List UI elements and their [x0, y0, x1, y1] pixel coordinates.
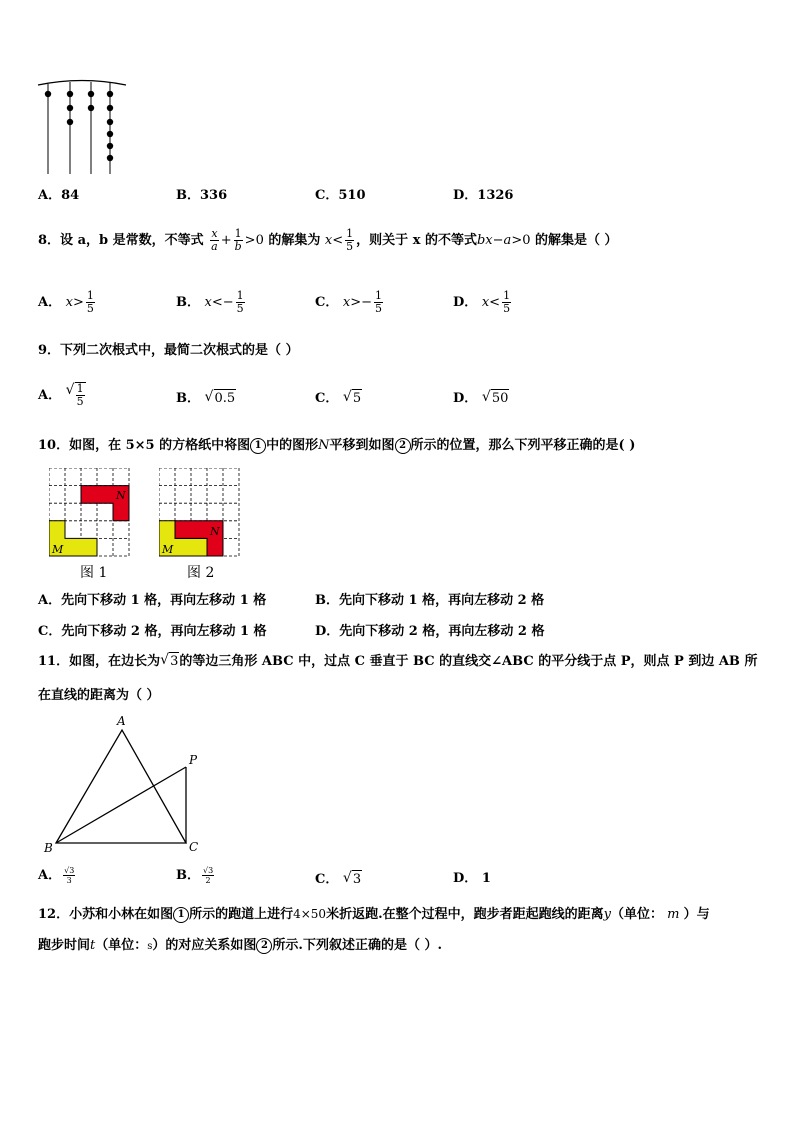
q7-option-c[interactable]: C．510 [315, 188, 366, 203]
q10-option-c[interactable]: C．先向下移动 2 格，再向左移动 1 格 [38, 624, 267, 639]
q12-stem-line1: 12．小苏和小林在如图 1 所示的跑道上进行4×50米折返跑.在整个过程中，跑步者距起跑线的距离y（单位： m ）与 [38, 907, 710, 922]
q9-stem: 9．下列二次根式中，最简二次根式的是（ ） [38, 343, 299, 358]
svg-text:A: A [117, 714, 126, 728]
q9-option-a[interactable]: A． √ $\frac{1}{5}$ [38, 382, 86, 408]
q11-stem-line1: 11．如图，在边长为√ 3的等边三角形 ABC 中，过点 C 垂直于 BC 的直线交∠ABC 的平分线于点 P，则点 P 到边 AB 所 [38, 652, 757, 671]
svg-text:C: C [189, 840, 199, 854]
q9-option-d[interactable]: D． √ 50 [453, 389, 509, 408]
q11-option-b[interactable]: B． $\frac{√3}{2}$ [176, 866, 214, 885]
q10-option-a[interactable]: A．先向下移动 1 格，再向左移动 1 格 [38, 593, 267, 608]
q8-option-c[interactable]: C． x>− $\frac{1}{5}$ [315, 289, 383, 315]
q7-option-b[interactable]: B．336 [176, 188, 228, 203]
q10-option-d[interactable]: D．先向下移动 2 格，再向左移动 2 格 [315, 624, 545, 639]
svg-text:N: N [210, 525, 220, 538]
q7-option-a[interactable]: A．84 [38, 188, 80, 203]
svg-text:M: M [52, 543, 64, 556]
svg-text:M: M [162, 543, 174, 556]
q12-stem-line2: 跑步时间t（单位：s）的对应关系如图 2 所示.下列叙述正确的是（ ）. [38, 938, 442, 953]
q11-stem-line2: 在直线的距离为（ ） [38, 688, 160, 703]
q9-option-c[interactable]: C． √ 5 [315, 389, 362, 408]
q7-option-d[interactable]: D．1326 [453, 188, 514, 203]
q11-option-d[interactable]: D． 1 [453, 871, 491, 886]
triangle-figure [40, 710, 210, 855]
abacus-figure [36, 78, 128, 178]
figure-2-label: 图 2 [187, 565, 215, 581]
q11-option-a[interactable]: A． $\frac{√3}{3}$ [38, 866, 75, 885]
svg-text:B: B [44, 841, 53, 855]
svg-text:N: N [116, 489, 126, 502]
q8-option-a[interactable]: A． x> $\frac{1}{5}$ [38, 289, 94, 315]
figure-1-label: 图 1 [80, 565, 108, 581]
q11-option-c[interactable]: C． √ 3 [315, 870, 362, 889]
q10-stem: 10．如图，在 5×5 的方格纸中将图 1 中的图形N平移到如图 2 所示的位置，那么下列平移正确的是( ) [38, 438, 636, 453]
q8-option-d[interactable]: D． x< $\frac{1}{5}$ [453, 289, 511, 315]
svg-text:P: P [189, 753, 198, 767]
q9-option-b[interactable]: B． √ 0.5 [176, 389, 236, 408]
q8-stem: 8．设 a，b 是常数，不等式 $\frac{x}{a}$ + $\frac{1}{b}$ >0 的解集为 x< $\frac{1}{5}$ ，则关于 x 的不等式bx−a>0 的解集是（ ） [38, 227, 618, 253]
q8-option-b[interactable]: B． x<− $\frac{1}{5}$ [176, 289, 244, 315]
grid-figure-2 [159, 468, 241, 558]
q10-option-b[interactable]: B．先向下移动 1 格，再向左移动 2 格 [315, 593, 545, 608]
grid-figure-1 [49, 468, 131, 558]
